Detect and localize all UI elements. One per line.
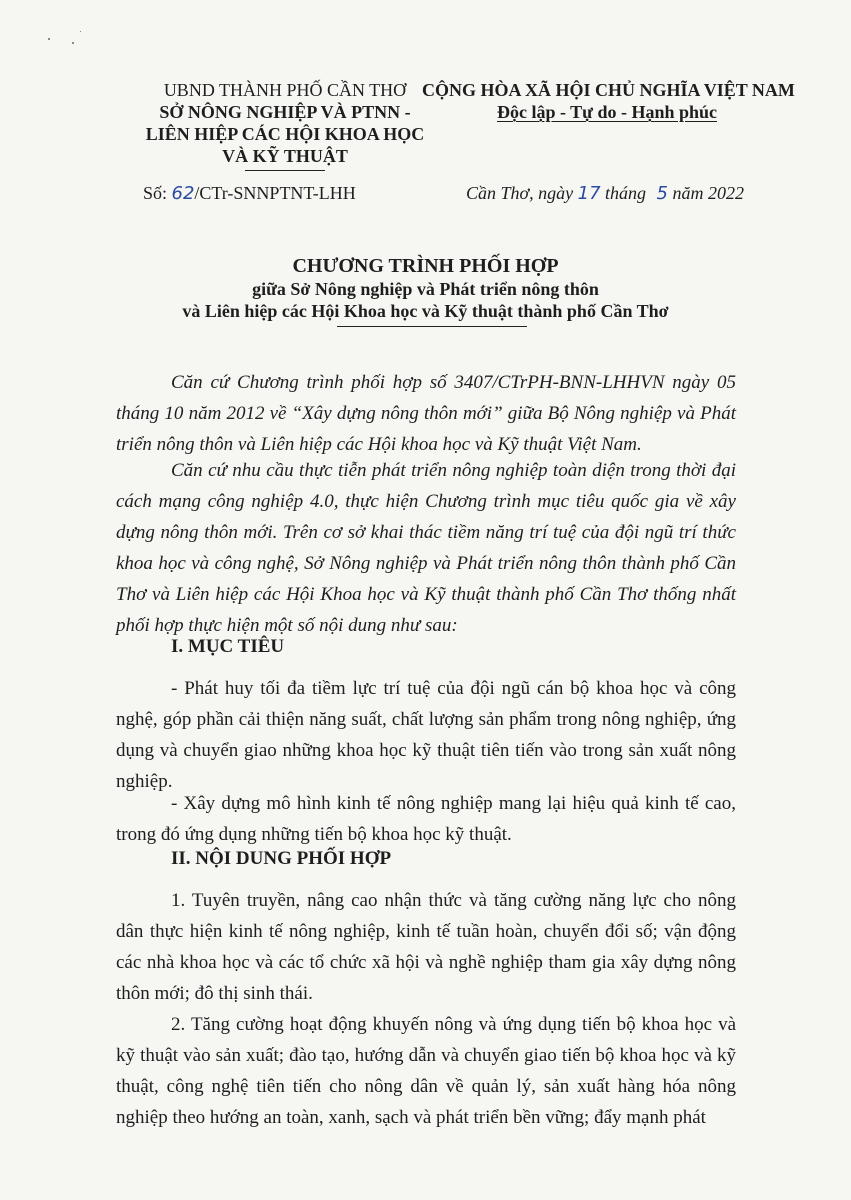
section-2-item-1: 1. Tuyên truyền, nâng cao nhận thức và tăng cường năng lực cho nông dân thực hiện kinh tế nông nghiệp, kinh tế tuần hoàn, chuyển đổi số; vận động các nhà khoa học và các tổ chức xã hội và nghề nghiệp tham gia xây dựng nông thôn mới; đô thị sinh thái. <box>116 890 736 1004</box>
preamble-paragraph-2: Căn cứ nhu cầu thực tiễn phát triển nông nghiệp toàn diện trong thời đại cách mạng công nghiệp 4.0, thực hiện Chương trình mục tiêu quốc gia về xây dựng nông thôn mới. Trên cơ sở khai thác tiềm năng trí tuệ của đội ngũ trí thức khoa học và công nghệ, Sở Nông nghiệp và Phát triển nông thôn thành phố Cần Thơ và Liên hiệp các Hội Khoa học và Kỹ thuật thành phố Cần Thơ thống nhất phối hợp thực hiện một số nội dung như sau: <box>116 460 736 636</box>
scan-speck <box>80 31 81 32</box>
document-number: Số: 62/CTr-SNNPTNT-LHH <box>143 183 356 204</box>
national-title: CỘNG HÒA XÃ HỘI CHỦ NGHĨA VIỆT NAM <box>422 80 795 100</box>
handwritten-month: 5 <box>656 183 668 204</box>
section-1-item-2: - Xây dựng mô hình kinh tế nông nghiệp mang lại hiệu quả kinh tế cao, trong đó ứng dụng những tiến bộ khoa học kỹ thuật. <box>116 793 736 845</box>
document-date: Cần Thơ, ngày 17 tháng 5 năm 2022 <box>466 183 744 204</box>
section-1-item-1: - Phát huy tối đa tiềm lực trí tuệ của đội ngũ cán bộ khoa học và công nghệ, góp phần cải thiện năng suất, chất lượng sản phẩm trong nông nghiệp, ứng dụng và chuyển giao những khoa học kỹ thuật tiên tiến vào trong sản xuất nông nghiệp. <box>116 678 736 792</box>
title-rule <box>337 326 527 327</box>
national-motto: Độc lập - Tự do - Hạnh phúc <box>496 102 718 122</box>
section-2-heading: II. NỘI DUNG PHỐI HỢP <box>171 848 392 869</box>
scan-speck <box>48 38 50 40</box>
issuer-department: SỞ NÔNG NGHIỆP VÀ PTNN - <box>159 102 411 122</box>
document-subtitle-2: và Liên hiệp các Hội Khoa học và Kỹ thuật thành phố Cần Thơ <box>182 301 669 321</box>
document-subtitle-1: giữa Sở Nông nghiệp và Phát triển nông thôn <box>252 279 599 299</box>
section-2-item-2: 2. Tăng cường hoạt động khuyến nông và ứng dụng tiến bộ khoa học và kỹ thuật vào sản xuất; đào tạo, hướng dẫn và chuyển giao tiến bộ khoa học và kỹ thuật, công nghệ tiên tiến cho nông dân về quản lý, sản xuất hàng hóa nông nghiệp theo hướng an toàn, xanh, sạch và phát triển bền vững; đẩy mạnh phát <box>116 1014 736 1128</box>
preamble-paragraph-1: Căn cứ Chương trình phối hợp số 3407/CTrPH-BNN-LHHVN ngày 05 tháng 10 năm 2012 về “Xây dựng nông thôn mới” giữa Bộ Nông nghiệp và Phát triển nông thôn và Liên hiệp các Hội khoa học và Kỹ thuật Việt Nam. <box>116 372 736 455</box>
issuer-union-cont: VÀ KỸ THUẬT <box>222 146 348 166</box>
scan-speck <box>72 42 74 44</box>
issuer-union: LIÊN HIỆP CÁC HỘI KHOA HỌC <box>145 124 425 144</box>
document-title: CHƯƠNG TRÌNH PHỐI HỢP <box>292 255 559 277</box>
header-left-rule <box>245 170 325 171</box>
issuer-authority: UBND THÀNH PHỐ CẦN THƠ <box>163 80 407 100</box>
handwritten-day: 17 <box>577 183 601 204</box>
section-1-heading: I. MỤC TIÊU <box>171 636 285 657</box>
handwritten-number: 62 <box>171 183 195 204</box>
